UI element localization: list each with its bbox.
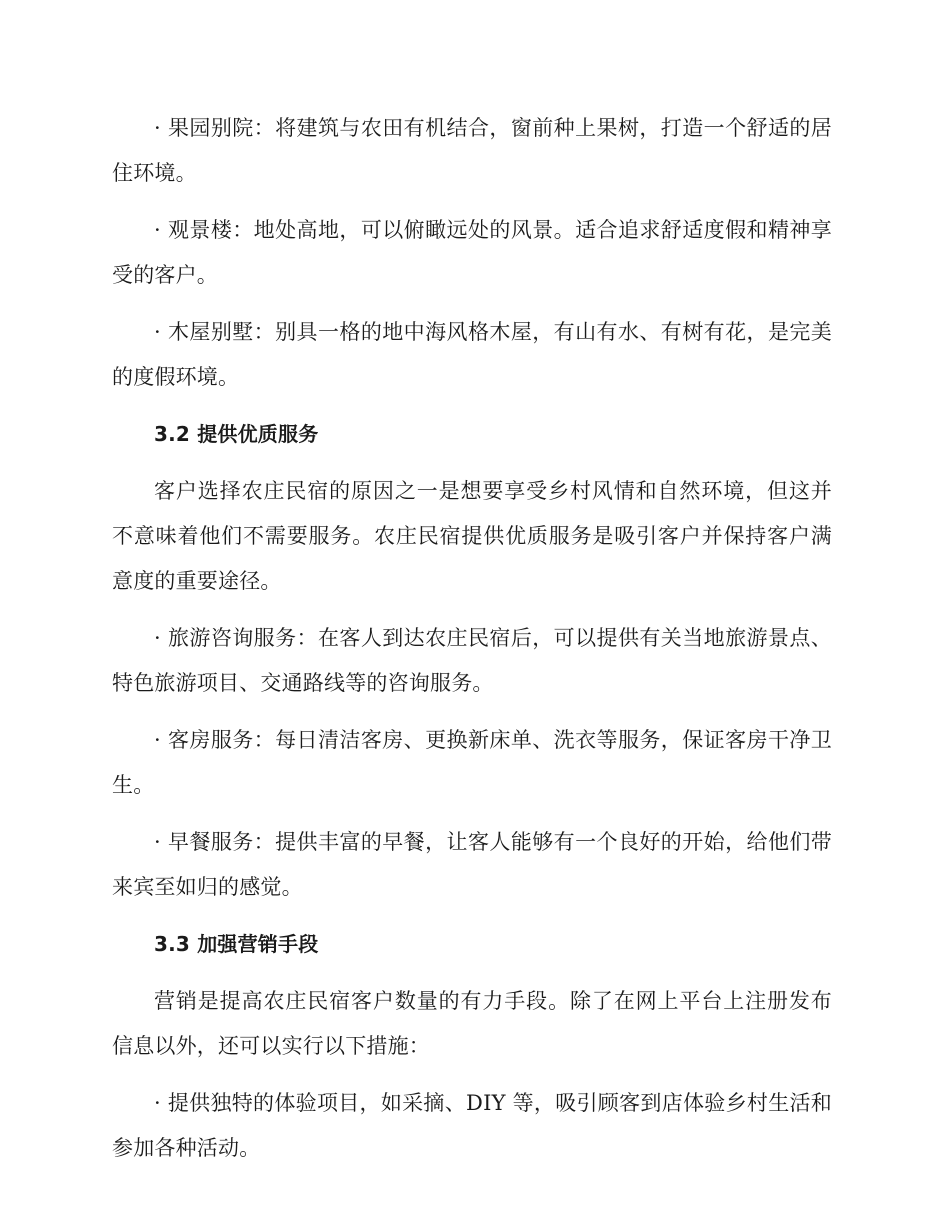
section-heading: 3.3 加强营销手段: [154, 932, 319, 956]
document-body: [112, 106, 832, 1183]
list-item: · 木屋别墅：别具一格的地中海风格木屋，有山有水、有树有花，是完美的度假环境。: [112, 320, 832, 389]
list-item: · 旅游咨询服务：在客人到达农庄民宿后，可以提供有关当地旅游景点、特色旅游项目、交通路线等的咨询服务。: [112, 626, 832, 695]
list-item: · 果园别院：将建筑与农田有机结合，窗前种上果树，打造一个舒适的居住环境。: [112, 116, 832, 185]
paragraph: 客户选择农庄民宿的原因之一是想要享受乡村风情和自然环境，但这并不意味着他们不需要服务。农庄民宿提供优质服务是吸引客户并保持客户满意度的重要途径。: [112, 479, 832, 593]
list-item: · 客房服务：每日清洁客房、更换新床单、洗衣等服务，保证客房干净卫生。: [112, 728, 832, 797]
list-item: · 早餐服务：提供丰富的早餐，让客人能够有一个良好的开始，给他们带来宾至如归的感觉。: [112, 830, 832, 899]
section-heading: 3.2 提供优质服务: [154, 422, 319, 446]
list-item: · 观景楼：地处高地，可以俯瞰远处的风景。适合追求舒适度假和精神享受的客户。: [112, 218, 832, 287]
paragraph: 营销是提高农庄民宿客户数量的有力手段。除了在网上平台上注册发布信息以外，还可以实行以下措施：: [112, 989, 832, 1058]
list-item: · 提供独特的体验项目，如采摘、DIY 等，吸引顾客到店体验乡村生活和参加各种活动。: [112, 1091, 832, 1160]
